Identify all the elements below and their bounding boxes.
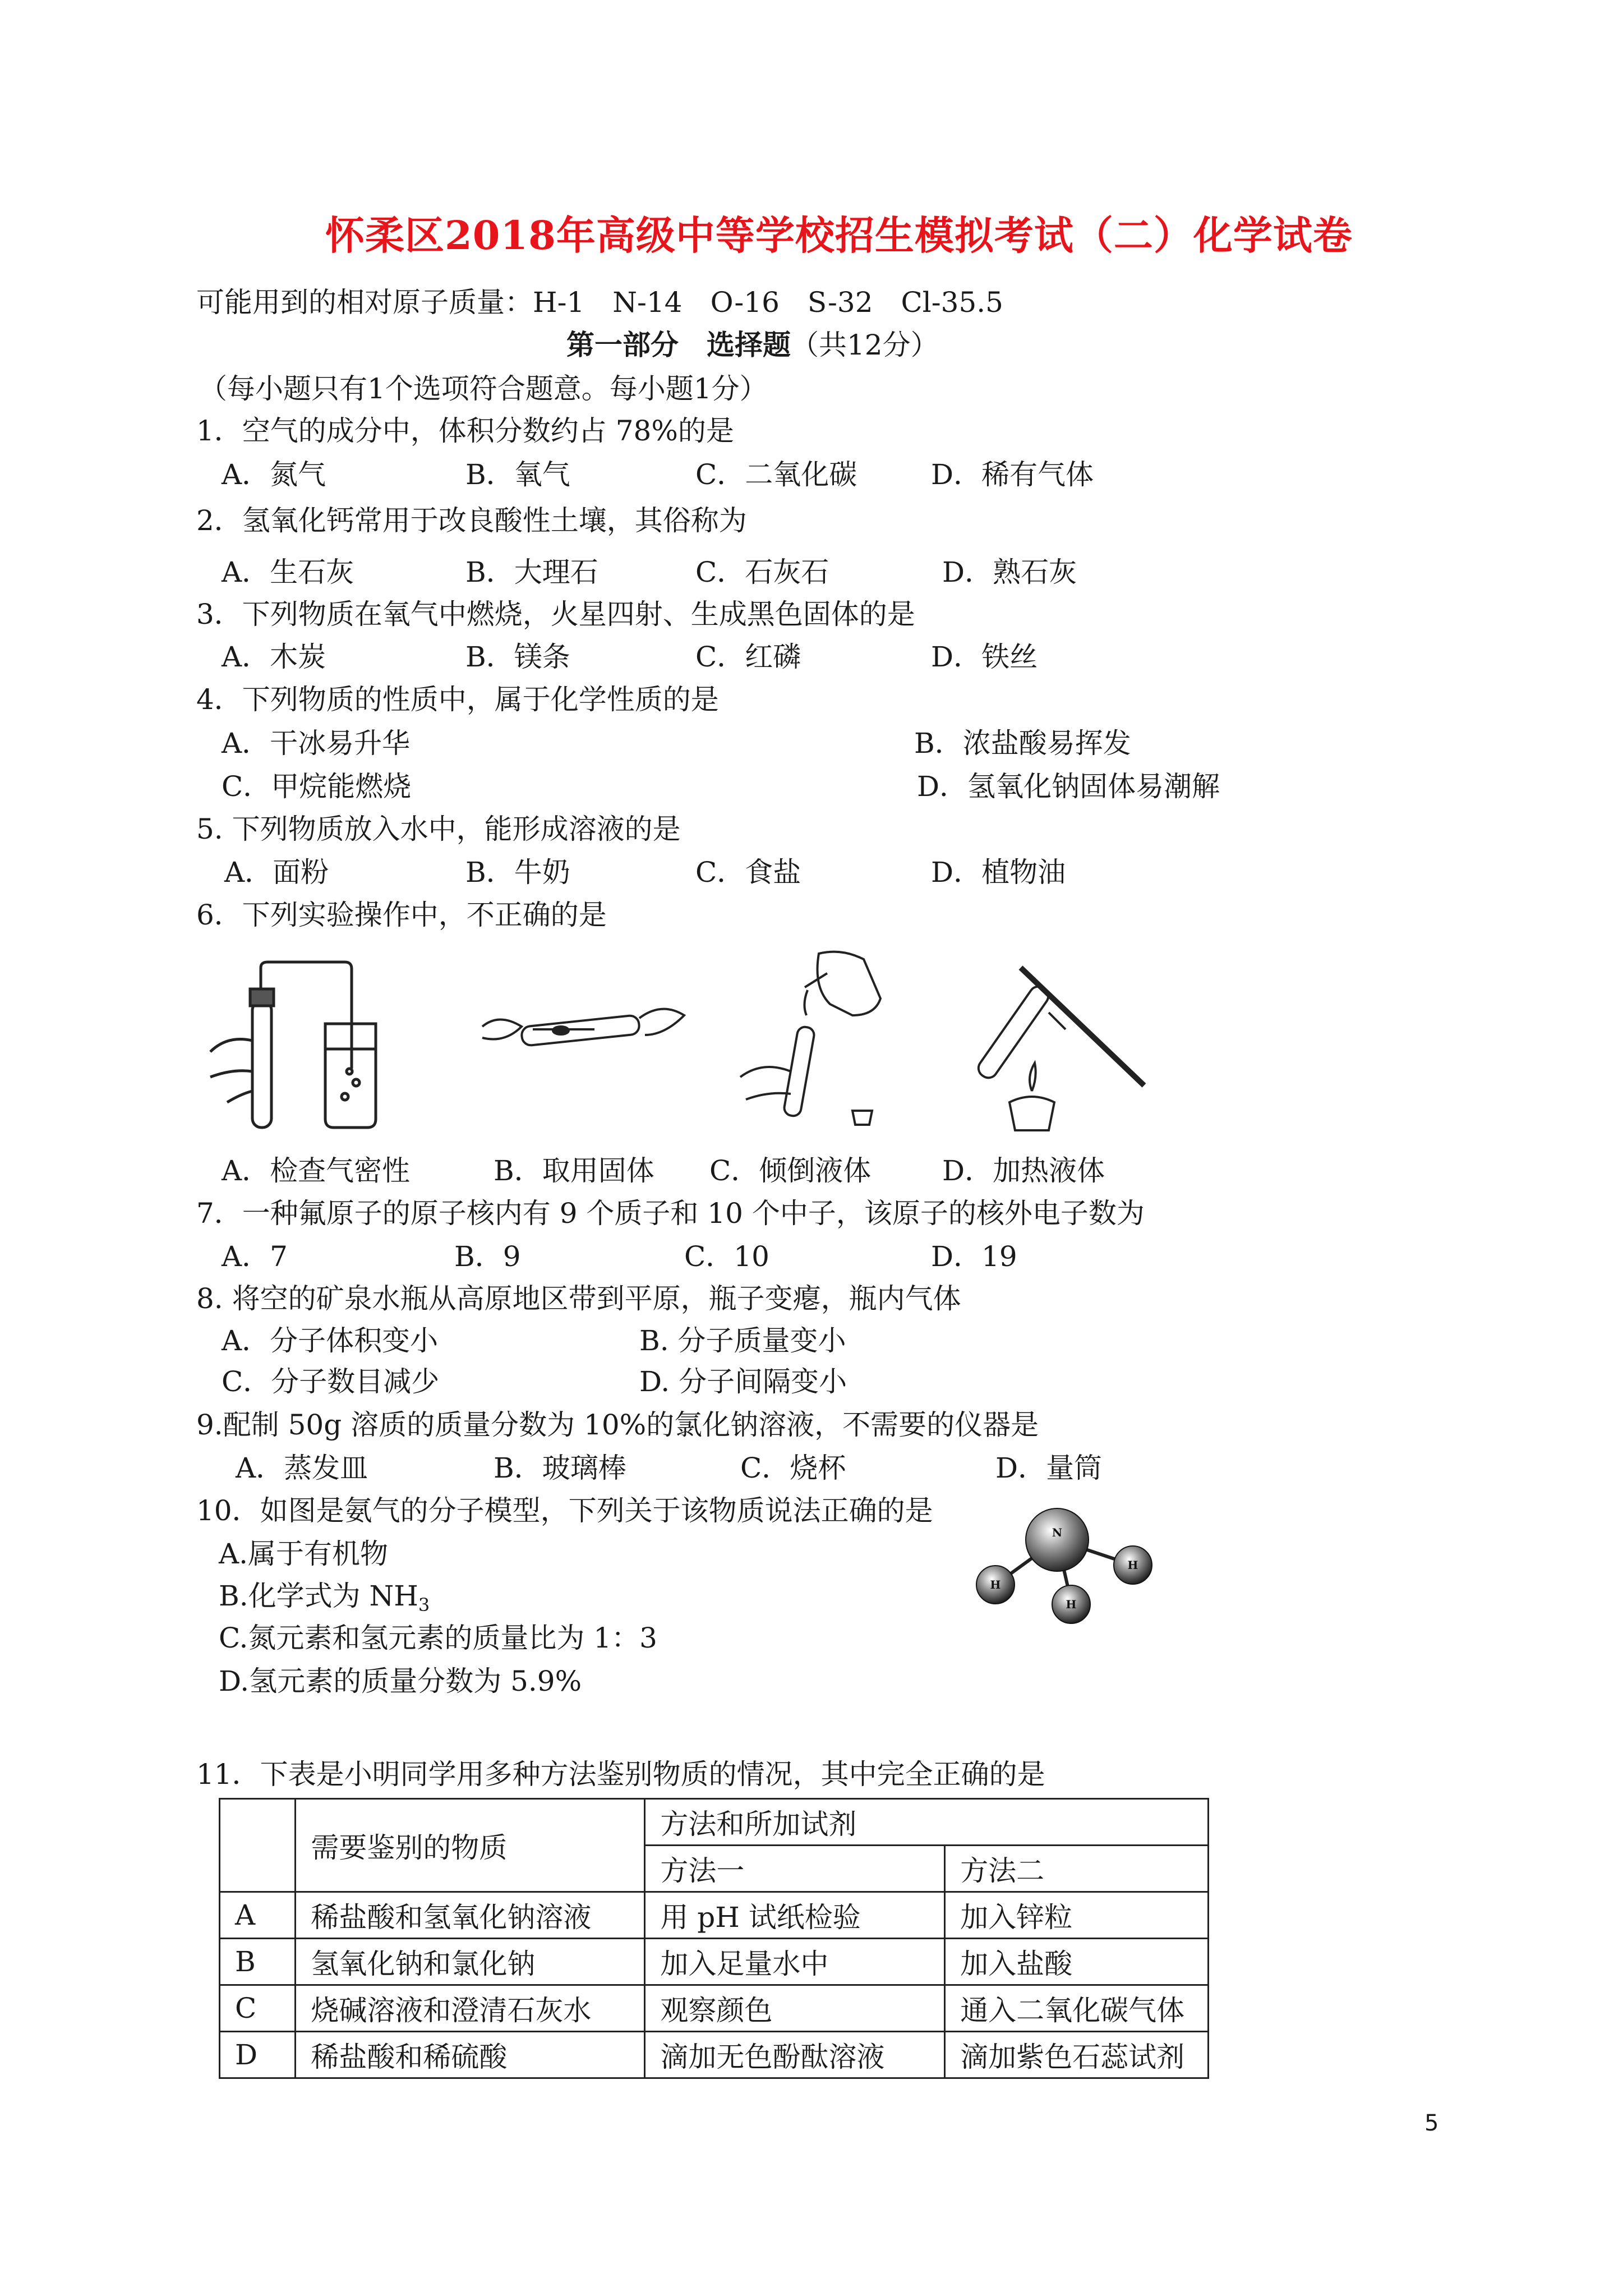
q5-option-b: B．牛奶 — [465, 856, 570, 889]
q3-option-a: A．木炭 — [222, 641, 326, 673]
q5-option-d: D．植物油 — [931, 856, 1066, 889]
atom-label-n: N — [1052, 1526, 1063, 1539]
row-method-1: 加入足量水中 — [645, 1939, 945, 1985]
row-substance: 稀盐酸和稀硫酸 — [296, 2032, 645, 2078]
q6-option-d: D．加热液体 — [942, 1154, 1105, 1187]
question-3-stem: 3．下列物质在氧气中燃烧，火星四射、生成黑色固体的是 — [196, 598, 915, 631]
q7-option-b: B．9 — [454, 1240, 521, 1273]
q7-option-c: C．10 — [684, 1240, 769, 1273]
question-10-stem: 10．如图是氨气的分子模型，下列关于该物质说法正确的是 — [196, 1494, 933, 1527]
q10-subscript: 3 — [418, 1594, 430, 1616]
table-row — [220, 1892, 1209, 1939]
row-label: B — [220, 1939, 296, 1985]
header-methods: 方法和所加试剂 — [645, 1799, 1209, 1846]
page-number: 5 — [1424, 2110, 1439, 2136]
q1-option-a: A．氮气 — [222, 458, 326, 491]
question-5-stem: 5. 下列物质放入水中，能形成溶液的是 — [196, 813, 681, 845]
question-8-stem: 8. 将空的矿泉水瓶从高原地区带到平原，瓶子变瘪，瓶内气体 — [196, 1282, 961, 1315]
q8-option-a: A．分子体积变小 — [222, 1324, 439, 1357]
page-title: 怀柔区2018年高级中等学校招生模拟考试（二）化学试卷 — [325, 212, 1353, 259]
table-row — [220, 1939, 1209, 1985]
question-11-stem: 11．下表是小明同学用多种方法鉴别物质的情况，其中完全正确的是 — [196, 1758, 1045, 1791]
question-1-stem: 1．空气的成分中，体积分数约占 78%的是 — [196, 415, 734, 447]
q9-option-c: C．烧杯 — [740, 1452, 846, 1484]
table-row — [220, 2032, 1209, 2078]
q6-option-a: A．检查气密性 — [222, 1154, 411, 1187]
q3-option-d: D．铁丝 — [931, 641, 1038, 673]
nitrogen-atom — [1026, 1508, 1089, 1571]
q7-option-a: A．7 — [222, 1240, 288, 1273]
question-2-stem: 2．氢氧化钙常用于改良酸性土壤，其俗称为 — [196, 504, 747, 537]
row-label: C — [220, 1985, 296, 2032]
atomic-masses: 可能用到的相对原子质量：H-1 N-14 O-16 S-32 Cl-35.5 — [196, 286, 1003, 319]
row-method-2: 加入锌粒 — [945, 1892, 1209, 1939]
row-method-1: 滴加无色酚酞溶液 — [645, 2032, 945, 2078]
q4-option-b: B．浓盐酸易挥发 — [914, 727, 1131, 760]
section-heading — [566, 328, 939, 361]
figure-pour-liquid — [729, 948, 886, 1133]
header-method-1: 方法一 — [645, 1846, 945, 1892]
q2-option-c: C．石灰石 — [695, 556, 829, 588]
identification-table — [219, 1798, 1209, 2079]
row-method-1: 观察颜色 — [645, 1985, 945, 2032]
header-substance: 需要鉴别的物质 — [296, 1799, 645, 1892]
q4-option-d: D．氢氧化钠固体易潮解 — [917, 770, 1220, 803]
q7-option-d: D．19 — [931, 1240, 1017, 1273]
q8-option-d: D. 分子间隔变小 — [639, 1365, 847, 1398]
q2-option-b: B．大理石 — [465, 556, 598, 588]
table-corner-cell — [220, 1799, 296, 1892]
ammonia-molecule-model — [976, 1503, 1172, 1632]
atom-label-h: H — [990, 1578, 1001, 1591]
figure-take-solid — [477, 996, 690, 1069]
q3-option-b: B．镁条 — [465, 641, 570, 673]
q6-option-c: C．倾倒液体 — [709, 1154, 872, 1187]
q1-option-d: D．稀有气体 — [931, 458, 1094, 491]
q5-option-a: A．面粉 — [224, 856, 329, 889]
row-method-1: 用 pH 试纸检验 — [645, 1892, 945, 1939]
header-method-2: 方法二 — [945, 1846, 1209, 1892]
q9-option-b: B．玻璃棒 — [494, 1452, 626, 1484]
row-substance: 氢氧化钠和氯化钠 — [296, 1939, 645, 1985]
q9-option-a: A．蒸发皿 — [236, 1452, 368, 1484]
atom-label-h: H — [1127, 1558, 1138, 1572]
q10-option-c: C.氮元素和氢元素的质量比为 1：3 — [219, 1622, 657, 1654]
row-method-2: 加入盐酸 — [945, 1939, 1209, 1985]
q2-option-d: D．熟石灰 — [942, 556, 1077, 588]
q10-option-d: D.氢元素的质量分数为 5.9% — [219, 1665, 582, 1697]
figure-check-airtightness — [193, 956, 401, 1130]
row-method-2: 通入二氧化碳气体 — [945, 1985, 1209, 2032]
q1-option-b: B．氧气 — [465, 458, 570, 491]
q5-option-c: C．食盐 — [695, 856, 801, 889]
question-6-stem: 6．下列实验操作中，不正确的是 — [196, 899, 607, 931]
figure-heat-liquid — [981, 951, 1155, 1136]
q10-option-a: A.属于有机物 — [219, 1538, 389, 1570]
q3-option-c: C．红磷 — [695, 641, 801, 673]
table-header-row — [220, 1799, 1209, 1846]
instructions: （每小题只有1个选项符合题意。每小题1分） — [199, 372, 768, 405]
q6-option-b: B．取用固体 — [494, 1154, 654, 1187]
q8-option-c: C．分子数目减少 — [222, 1365, 440, 1398]
q4-option-a: A．干冰易升华 — [222, 727, 411, 760]
row-label: A — [220, 1892, 296, 1939]
section-score: （共12分） — [791, 329, 939, 361]
table-row — [220, 1985, 1209, 2032]
q2-option-a: A．生石灰 — [222, 556, 354, 588]
q10-option-b — [219, 1582, 430, 1614]
question-9-stem: 9.配制 50g 溶质的质量分数为 10%的氯化钠溶液，不需要的仪器是 — [196, 1409, 1039, 1441]
row-substance: 稀盐酸和氢氧化钠溶液 — [296, 1892, 645, 1939]
row-substance: 烧碱溶液和澄清石灰水 — [296, 1985, 645, 2032]
q1-option-c: C．二氧化碳 — [695, 458, 857, 491]
q8-option-b: B. 分子质量变小 — [639, 1324, 846, 1357]
row-label: D — [220, 2032, 296, 2078]
row-method-2: 滴加紫色石蕊试剂 — [945, 2032, 1209, 2078]
question-7-stem: 7．一种氟原子的原子核内有 9 个质子和 10 个中子，该原子的核外电子数为 — [196, 1197, 1145, 1230]
question-4-stem: 4．下列物质的性质中，属于化学性质的是 — [196, 683, 719, 716]
q10-option-b-text: B.化学式为 NH — [219, 1580, 418, 1612]
atom-label-h: H — [1066, 1598, 1077, 1611]
section-title: 第一部分 选择题 — [566, 328, 791, 361]
q4-option-c: C．甲烷能燃烧 — [222, 770, 412, 803]
q9-option-d: D．量筒 — [995, 1452, 1103, 1484]
